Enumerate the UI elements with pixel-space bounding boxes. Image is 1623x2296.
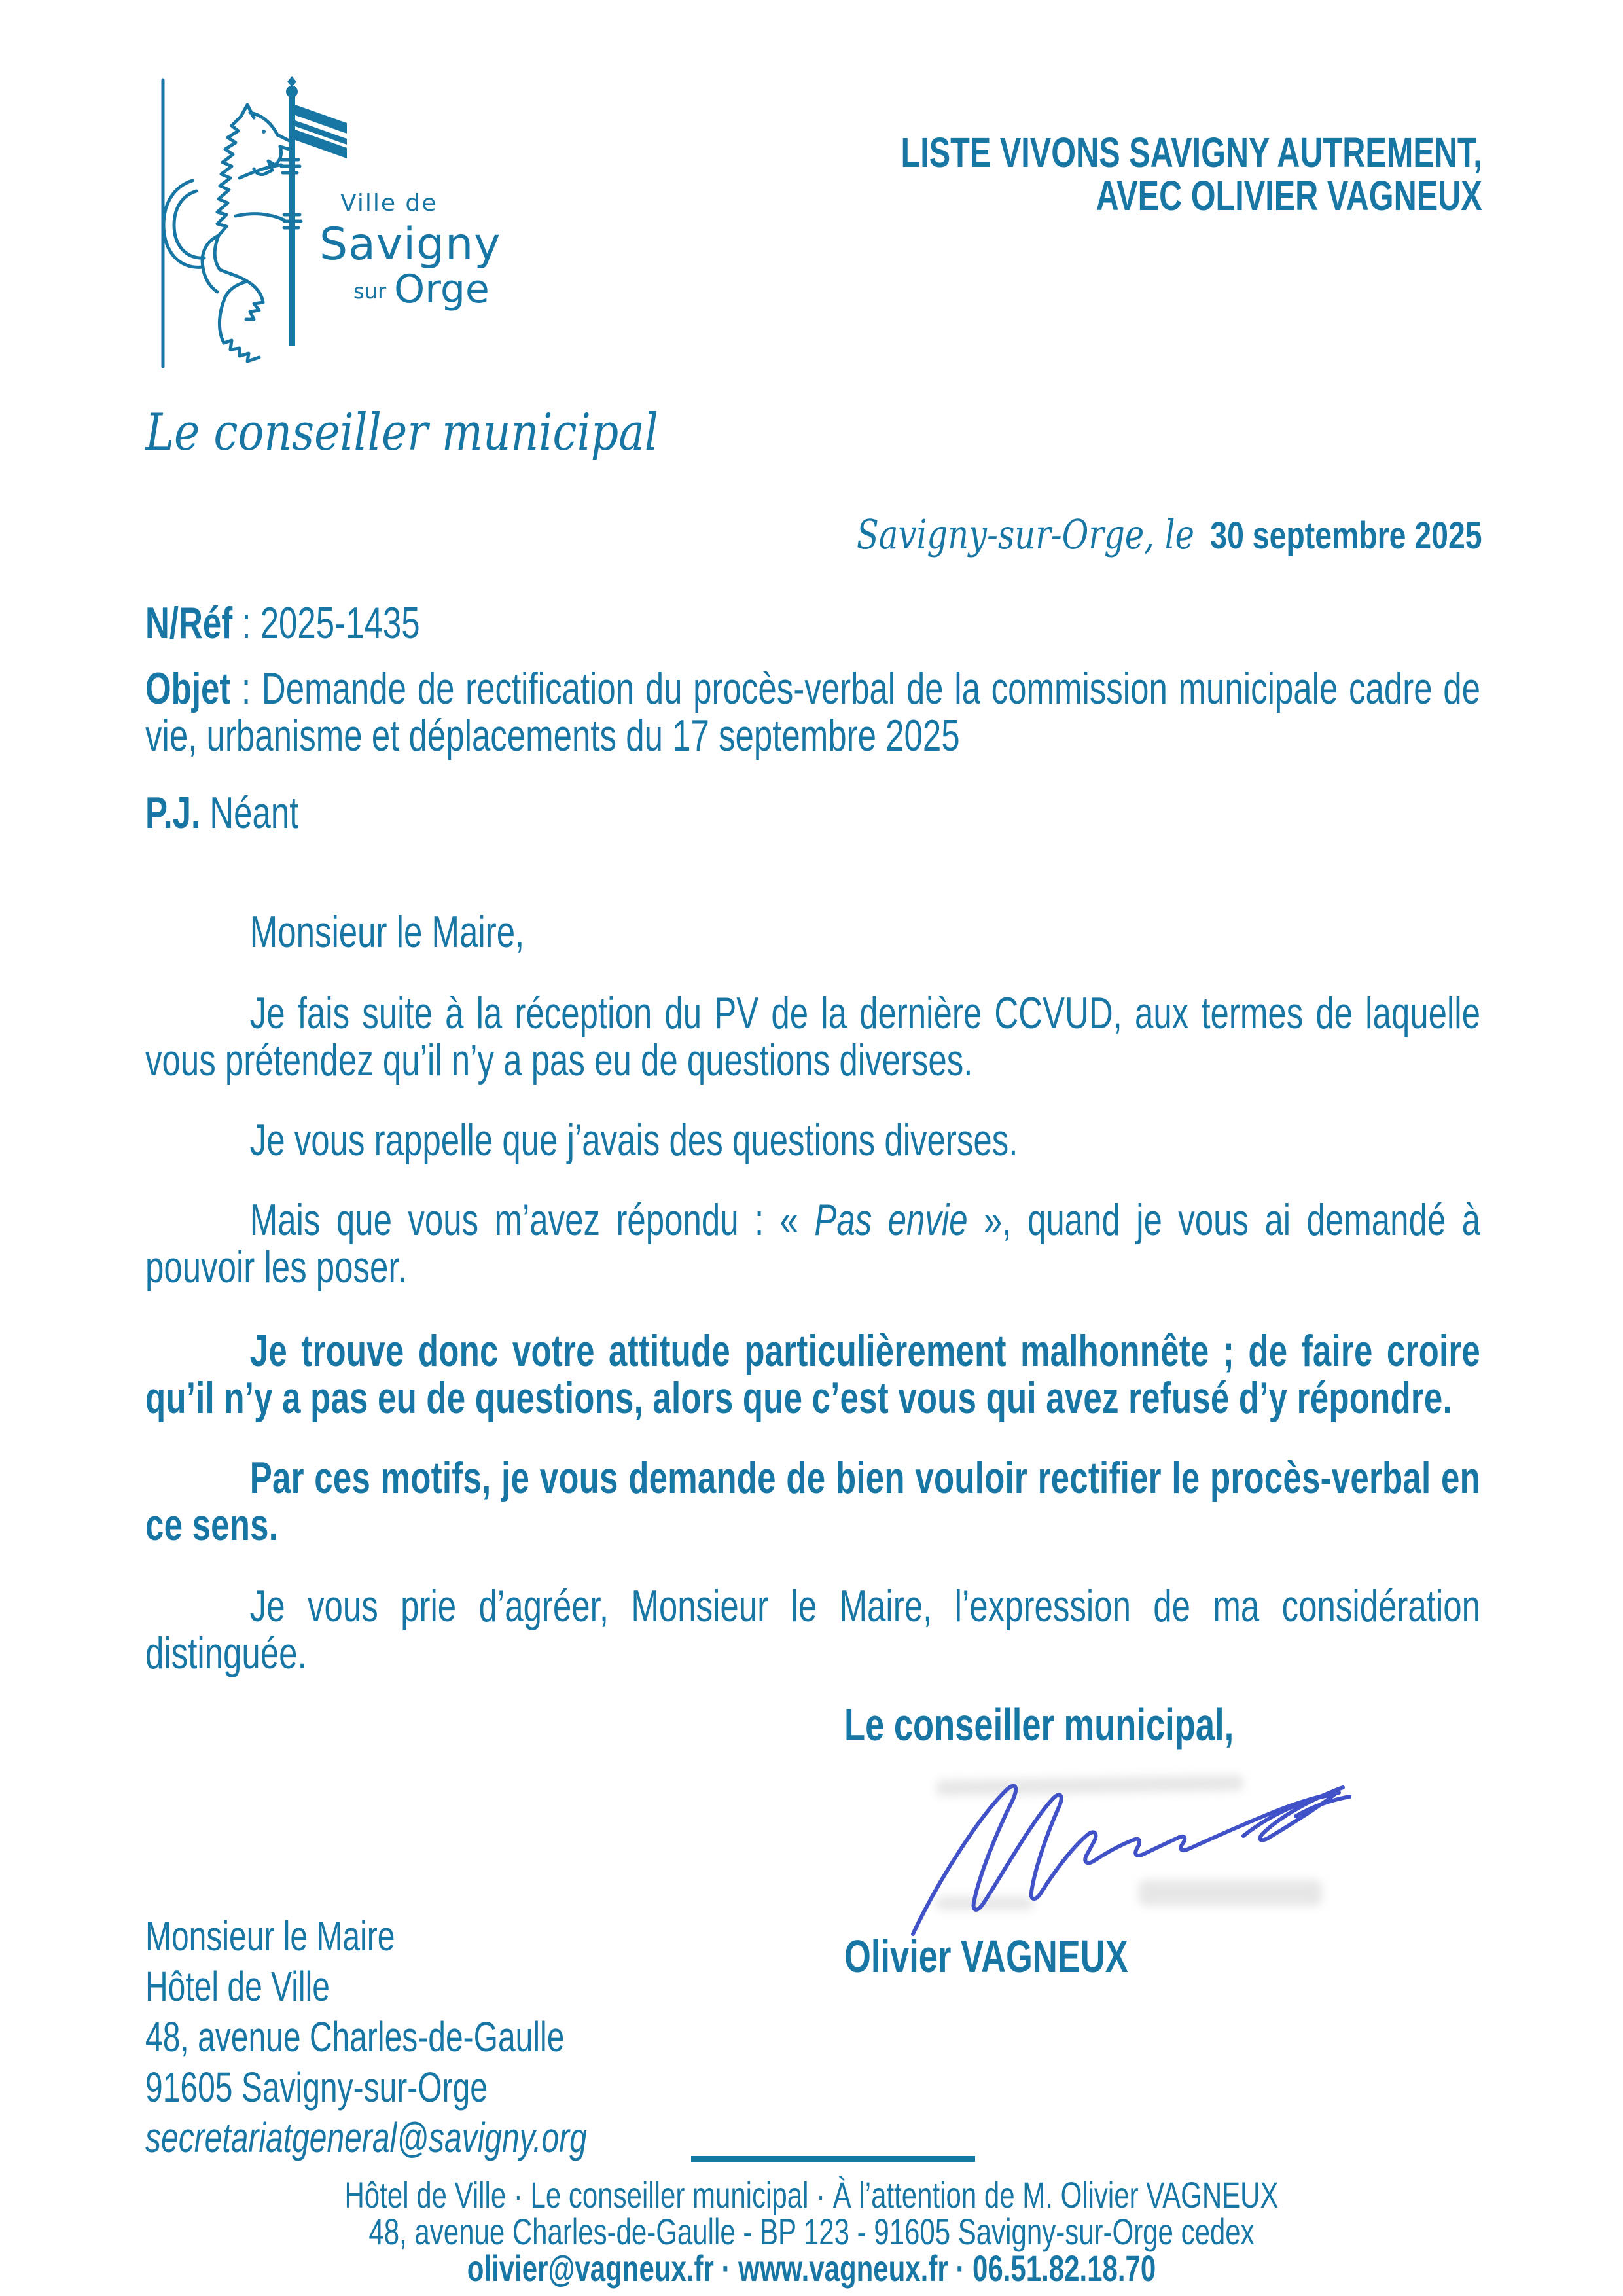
paragraph-5: Par ces motifs, je vous demande de bien vouloir rectifier le procès-verbal en ce sens. [145, 1453, 1480, 1550]
recipient-line: 91605 Savigny-sur-Orge [145, 2064, 488, 2111]
paragraph-3 [145, 1196, 1480, 1291]
letter-body [145, 908, 1480, 1677]
reference-label: N/Réf [145, 598, 233, 648]
handwritten-signature [877, 1738, 1361, 1954]
recipient-line: Monsieur le Maire [145, 1912, 395, 1960]
attachments-line [145, 789, 298, 836]
dateline [857, 511, 1482, 558]
paragraph-3-pre: Mais que vous m’avez répondu : « [249, 1195, 815, 1245]
recipient-line: Hôtel de Ville [145, 1963, 330, 2010]
subject-text: : Demande de rectification du procès-verbal de la commission municipale cadre de vie, urbanisme et déplacements du 17 septembre 2025 [145, 664, 1480, 761]
paragraph-4: Je trouve donc votre attitude particulièrement malhonnête ; de faire croire qu’il n’y a pas eu de questions, alors que c’est vous qui avez refusé d’y répondre. [145, 1326, 1480, 1423]
paragraph-3-post: », quand je vous ai demandé à pouvoir les poser. [145, 1195, 1480, 1292]
salutation: Monsieur le Maire, [249, 907, 525, 957]
logo-text-sur: sur [353, 279, 387, 304]
city-lion-flag-logo [143, 75, 509, 376]
footer-divider [691, 2156, 975, 2162]
paragraph-6: Je vous prie d’agréer, Monsieur le Maire, l’expression de ma considération distinguée. [145, 1581, 1480, 1678]
attachments-label: P.J. [145, 788, 201, 838]
signatory-name: Olivier VAGNEUX [844, 1931, 1128, 1982]
flag-pole [289, 86, 295, 346]
dateline-date: 30 septembre 2025 [1210, 514, 1482, 557]
flag-icon [295, 105, 347, 158]
logo-text-savigny: Savigny [319, 219, 501, 270]
pole-finial [287, 76, 296, 87]
paragraph-1: Je fais suite à la réception du PV de la dernière CCVUD, aux termes de laquelle vous prétendez qu’il n’y a pas eu de questions diverses. [145, 988, 1480, 1085]
footer-line3: olivier@vagneux.fr · www.vagneux.fr · 06.51.82.18.70 [467, 2248, 1156, 2289]
list-claim-line2: AVEC OLIVIER VAGNEUX [1096, 172, 1482, 219]
recipient-email: secretariatgeneral@savigny.org [145, 2114, 587, 2161]
list-claim-line1: LISTE VIVONS SAVIGNY AUTREMENT, [901, 129, 1482, 176]
recipient-block [145, 1911, 587, 2163]
subject-label: Objet [145, 664, 231, 713]
logo-text-orge: Orge [394, 266, 490, 312]
sender-title: Le conseiller municipal [145, 403, 658, 462]
recipient-line: 48, avenue Charles-de-Gaulle [145, 2013, 565, 2060]
footer-line1: Hôtel de Ville · Le conseiller municipal · À l’attention de M. Olivier VAGNEUX [344, 2174, 1279, 2215]
logo-text-ville-de: Ville de [340, 190, 438, 217]
footer-line2: 48, avenue Charles-de-Gaulle - BP 123 - 91605 Savigny-sur-Orge cedex [368, 2211, 1255, 2252]
reference-value: : 2025-1435 [232, 598, 420, 648]
attachments-value: Néant [200, 788, 299, 838]
dateline-place: Savigny-sur-Orge, le [857, 511, 1195, 558]
list-claim [901, 131, 1482, 217]
footer [0, 2174, 1623, 2289]
closing-role: Le conseiller municipal, [844, 1699, 1234, 1750]
paragraph-3-quote: Pas envie [814, 1195, 968, 1245]
reference-line [145, 600, 420, 647]
paragraph-2: Je vous rappelle que j’avais des questions diverses. [249, 1115, 1018, 1165]
subject-line [145, 665, 1480, 759]
